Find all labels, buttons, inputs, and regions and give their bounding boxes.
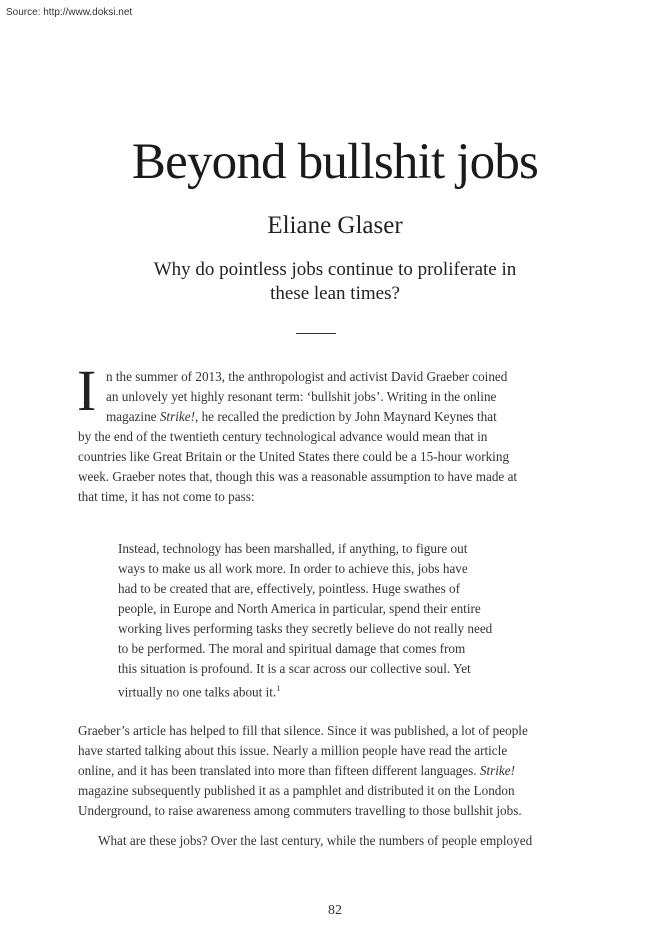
article-subtitle [0, 258, 670, 306]
text-span: online, and it has been translated into more than fifteen different languages. [78, 763, 480, 778]
body-line: an unlovely yet highly resonant term: ‘bullshit jobs’. Writing in the online [106, 389, 497, 404]
body-line: week. Graeber notes that, though this was a reasonable assumption to have made at [78, 469, 518, 484]
title-divider [296, 333, 336, 334]
body-line [106, 407, 497, 427]
quote-line: Instead, technology has been marshalled, if anything, to figure out [118, 541, 468, 556]
article-title: Beyond bullshit jobs [131, 134, 539, 190]
quote-line [118, 679, 280, 702]
subtitle-line: these lean times? [270, 283, 400, 304]
text-span: magazine [106, 409, 160, 424]
quote-line: ways to make us all work more. In order to achieve this, jobs have [118, 561, 468, 576]
text-span: virtually no one talks about it. [118, 684, 277, 700]
author-name: Eliane Glaser [267, 212, 403, 239]
body-line: magazine subsequently published it as a pamphlet and distributed it on the London [78, 783, 515, 798]
quote-line: this situation is profound. It is a scar across our collective soul. Yet [118, 661, 471, 676]
body-line: that time, it has not come to pass: [78, 489, 255, 504]
body-line: have started talking about this issue. Nearly a million people have read the article [78, 743, 508, 758]
page-number: 82 [328, 903, 342, 918]
magazine-title: Strike! [159, 409, 195, 424]
source-label: Source: http://www.doksi.net [6, 7, 133, 18]
magazine-title: Strike! [479, 763, 515, 778]
body-line: Graeber’s article has helped to fill that silence. Since it was published, a lot of people [78, 723, 528, 738]
text-span: , he recalled the prediction by John Maynard Keynes that [194, 409, 497, 424]
body-line: countries like Great Britain or the United States there could be a 15-hour working [78, 449, 510, 464]
quote-line: had to be created that are, effectively, pointless. Huge swathes of [118, 581, 461, 596]
quote-line: working lives performing tasks they secretly believe do not really need [118, 621, 493, 636]
body-line [78, 761, 515, 781]
quote-line: to be performed. The moral and spiritual damage that comes from [118, 641, 466, 656]
body-line: n the summer of 2013, the anthropologist and activist David Graeber coined [106, 369, 508, 384]
subtitle-line: Why do pointless jobs continue to proliferate in [153, 259, 517, 280]
body-line: by the end of the twentieth century technological advance would mean that in [78, 429, 488, 444]
footnote-marker: 1 [276, 684, 281, 693]
body-line: What are these jobs? Over the last century, while the numbers of people employed [98, 833, 533, 848]
drop-cap: I [77, 358, 97, 423]
body-line: Underground, to raise awareness among commuters travelling to those bullshit jobs. [78, 803, 522, 818]
quote-line: people, in Europe and North America in particular, spend their entire [118, 601, 481, 616]
